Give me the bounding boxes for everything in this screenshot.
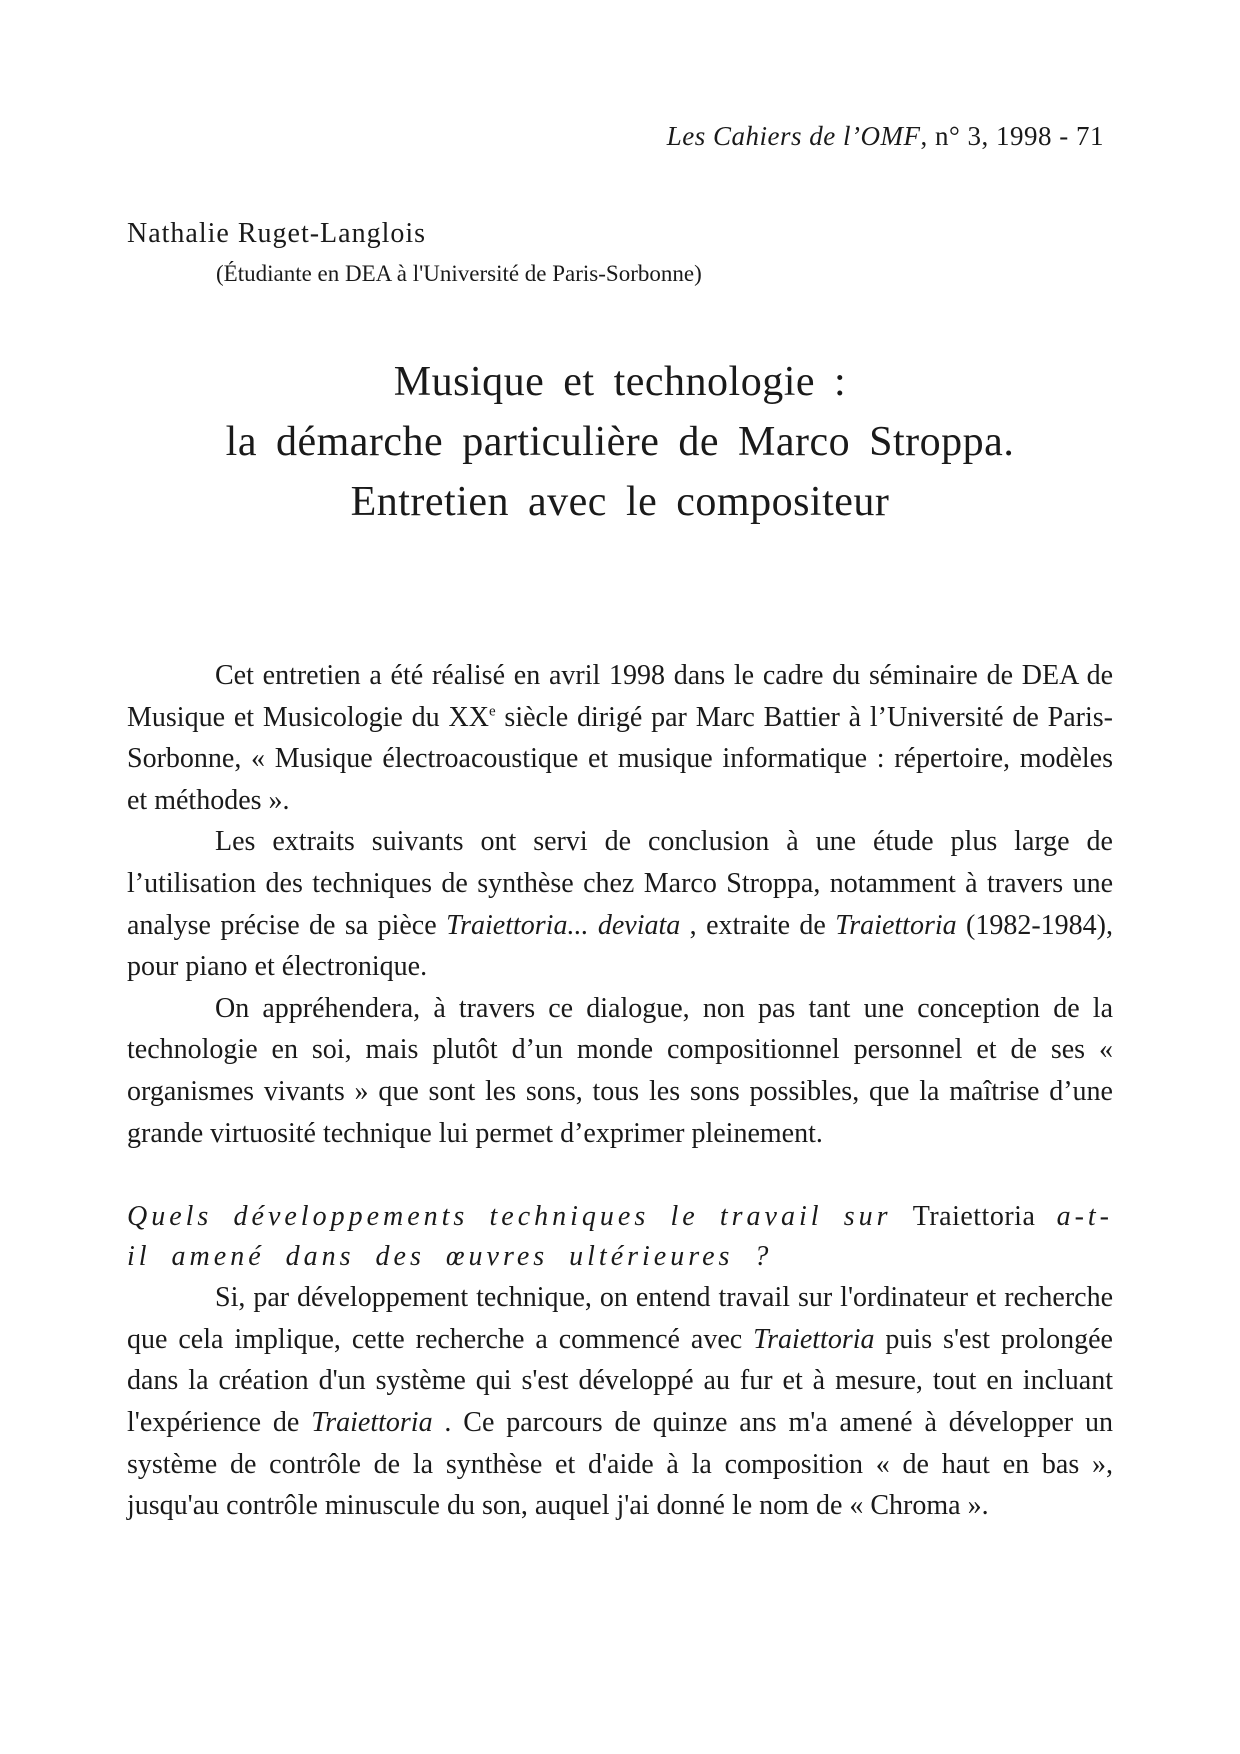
text-run: Cet entretien a été réalisé en avril 1998 dans le cadre du séminaire de DEA de Musique et Musicologie du XX — [127, 660, 1113, 733]
text-run: a-t-il amené dans des œuvres ultérieures ? — [127, 1201, 1113, 1273]
text-run: (1982-1984), pour piano et électronique. — [127, 909, 1113, 983]
title-line: Musique et technologie : — [393, 359, 847, 405]
author-name: Nathalie Ruget-Langlois — [127, 218, 427, 249]
superscript: e — [488, 703, 496, 720]
work-title: Traiettoria — [753, 1323, 875, 1355]
text-run: Les extraits suivants ont servi de conclusion à une étude plus large de l’utilisation des techniques de synthèse chez Marco Stroppa, notamment à travers une analyse précise de sa pièce — [127, 826, 1113, 941]
running-header — [667, 121, 1104, 152]
text-run: Quels développements techniques le travail sur — [127, 1201, 913, 1233]
work-title: Traiettoria — [835, 909, 957, 941]
interview-question — [127, 1197, 1113, 1277]
text-run: , extraite de — [680, 909, 836, 941]
intro-paragraph — [127, 821, 1113, 987]
work-title: Traiettoria — [311, 1406, 433, 1438]
article-title — [0, 352, 1240, 532]
intro-paragraph — [127, 655, 1113, 821]
article-body — [127, 655, 1113, 1527]
text-run: siècle dirigé par Marc Battier à l’Université de Paris-Sorbonne, « Musique électroacoustique et musique informatique : répertoire, modèles et méthodes ». — [127, 701, 1113, 816]
text-run: puis s'est prolongée dans la création d'un système qui s'est développé au fur et à mesure, tout en incluant l'expérience de — [127, 1323, 1113, 1438]
author-affiliation: (Étudiante en DEA à l'Université de Paris-Sorbonne) — [216, 261, 702, 286]
issue-and-page: , n° 3, 1998 - 71 — [920, 121, 1104, 151]
title-line: la démarche particulière de Marco Stroppa. — [225, 419, 1015, 465]
title-line: Entretien avec le compositeur — [350, 479, 890, 525]
intro-paragraph: On appréhendera, à travers ce dialogue, non pas tant une conception de la technologie en soi, mais plutôt d’un monde compositionnel personnel et de ses « organismes vivants » que sont les sons, tous les sons possibles, que la maîtrise d’une grande virtuosité technique lui permet d’exprimer pleinement. — [127, 992, 1113, 1149]
work-title: Traiettoria — [912, 1201, 1036, 1233]
text-run: Si, par développement technique, on entend travail sur l'ordinateur et recherche que cela implique, cette recherche a commencé avec — [127, 1282, 1113, 1355]
interview-answer — [127, 1277, 1113, 1527]
journal-title: Les Cahiers de l’OMF — [666, 121, 921, 151]
work-title: Traiettoria... deviata — [446, 909, 681, 941]
text-run: . Ce parcours de quinze ans m'a amené à développer un système de contrôle de la synthèse et d'aide à la composition « de haut en bas », jusqu'au contrôle minuscule du son, auquel j'ai donné le nom de « Chroma ». — [127, 1406, 1113, 1522]
